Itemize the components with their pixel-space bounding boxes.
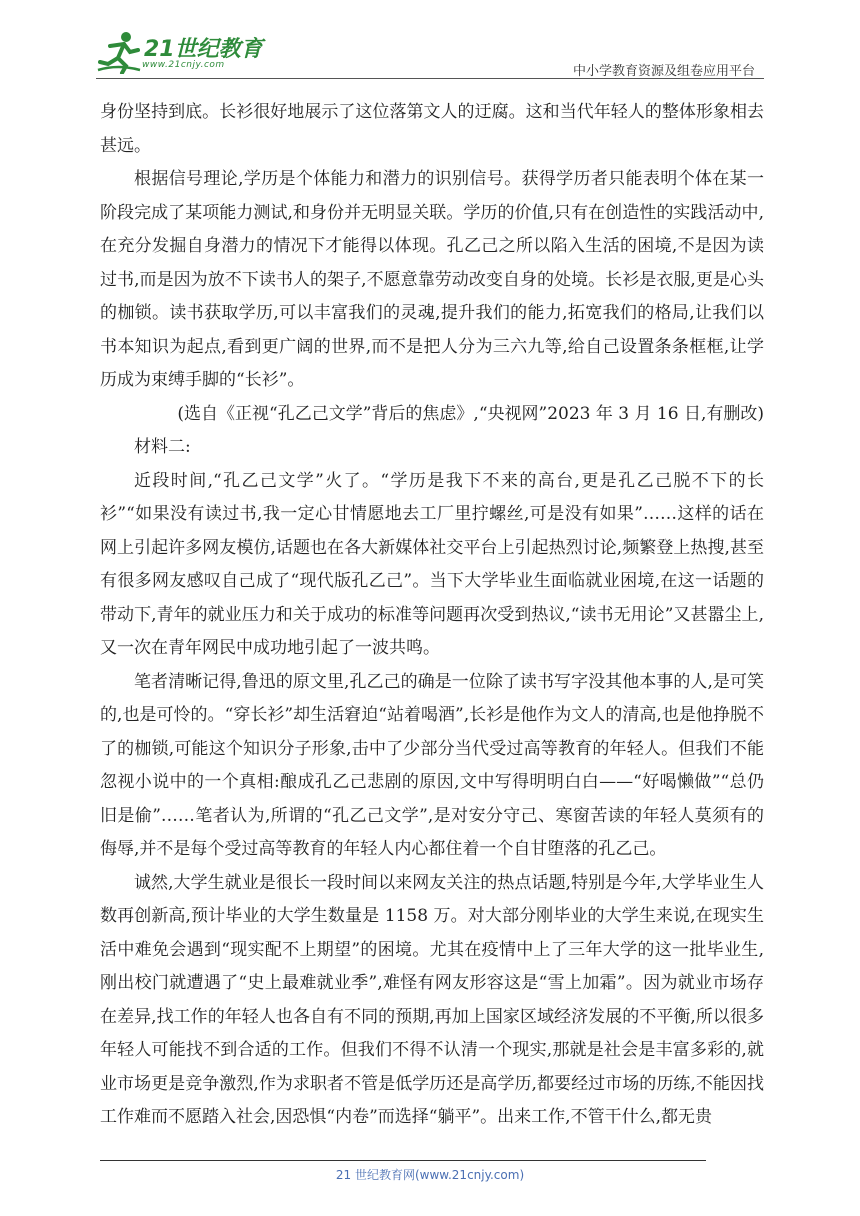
logo-url: www.21cnjy.com: [142, 60, 225, 70]
page-header: [0, 0, 860, 80]
source-citation: (选自《正视“孔乙己文学”背后的焦虑》,“央视网”2023 年 3 月 16 日,有删改): [177, 403, 764, 424]
paragraph-3: 近段时间,“孔乙己文学”火了。“学历是我下不来的高台,更是孔乙己脱不下的长衫”“如果没有读过书,我一定心甘情愿地去工厂里拧螺丝,可是没有如果”……这样的话在网上引起许多网友模仿,话题也在各大新媒体社交平台上引起热烈讨论,频繁登上热搜,甚至有很多网友感叹自己成了“现代版孔乙己”。当下大学毕业生面临就业困境,在这一话题的带动下,青年的就业压力和关于成功的标准等问题再次受到热议,“读书无用论”又甚嚣尘上,又一次在青年网民中成功地引起了一波共鸣。: [100, 470, 764, 658]
logo-text: 21世纪教育: [144, 37, 263, 62]
platform-title: 中小学教育资源及组卷应用平台: [572, 64, 755, 79]
site-logo: [96, 30, 266, 78]
page-footer: 21 世纪教育网(www.21cnjy.com): [335, 1168, 525, 1182]
paragraph-2: 根据信号理论,学历是个体能力和潜力的识别信号。获得学历者只能表明个体在某一阶段完成了某项能力测试,和身份并无明显关联。学历的价值,只有在创造性的实践活动中,在充分发掘自身潜力的情况下才能得以体现。孔乙己之所以陷入生活的困境,不是因为读过书,而是因为放不下读书人的架子,不愿意靠劳动改变自身的处境。长衫是衣服,更是心头的枷锁。读书获取学历,可以丰富我们的灵魂,提升我们的能力,拓宽我们的格局,让我们以书本知识为起点,看到更广阔的世界,而不是把人分为三六九等,给自己设置条条框框,让学历成为束缚手脚的“长衫”。: [100, 169, 764, 390]
material-label: 材料二:: [134, 437, 191, 457]
footer-divider: [100, 1160, 706, 1161]
runner-logo-icon: [96, 30, 142, 74]
header-divider: [96, 78, 764, 79]
article-body: [100, 96, 764, 1135]
paragraph-1: 身份坚持到底。长衫很好地展示了这位落第文人的迂腐。这和当代年轻人的整体形象相去甚远。: [100, 102, 764, 156]
paragraph-5: 诚然,大学生就业是很长一段时间以来网友关注的热点话题,特别是今年,大学毕业生人数再创新高,预计毕业的大学生数量是 1158 万。对大部分刚毕业的大学生来说,在现实生活中难免会遇到“现实配不上期望”的困境。尤其在疫情中上了三年大学的这一批毕业生,刚出校门就遭遇了“史上最难就业季”,难怪有网友形容这是“雪上加霜”。因为就业市场存在差异,找工作的年轻人也各自有不同的预期,再加上国家区域经济发展的不平衡,所以很多年轻人可能找不到合适的工作。但我们不得不认清一个现实,那就是社会是丰富多彩的,就业市场更是竞争激烈,作为求职者不管是低学历还是高学历,都要经过市场的历练,不能因找工作难而不愿踏入社会,因恐惧“内卷”而选择“躺平”。出来工作,不管干什么,都无贵: [100, 872, 764, 1127]
paragraph-4: 笔者清晰记得,鲁迅的原文里,孔乙己的确是一位除了读书写字没其他本事的人,是可笑的,也是可怜的。“穿长衫”却生活窘迫“站着喝酒”,长衫是他作为文人的清高,也是他挣脱不了的枷锁,可能这个知识分子形象,击中了少部分当代受过高等教育的年轻人。但我们不能忽视小说中的一个真相:酿成孔乙己悲剧的原因,文中写得明明白白——“好喝懒做”“总仍旧是偷”……笔者认为,所谓的“孔乙己文学”,是对安分守己、寒窗苦读的年轻人莫须有的侮辱,并不是每个受过高等教育的年轻人内心都住着一个自甘堕落的孔乙己。: [100, 671, 764, 859]
